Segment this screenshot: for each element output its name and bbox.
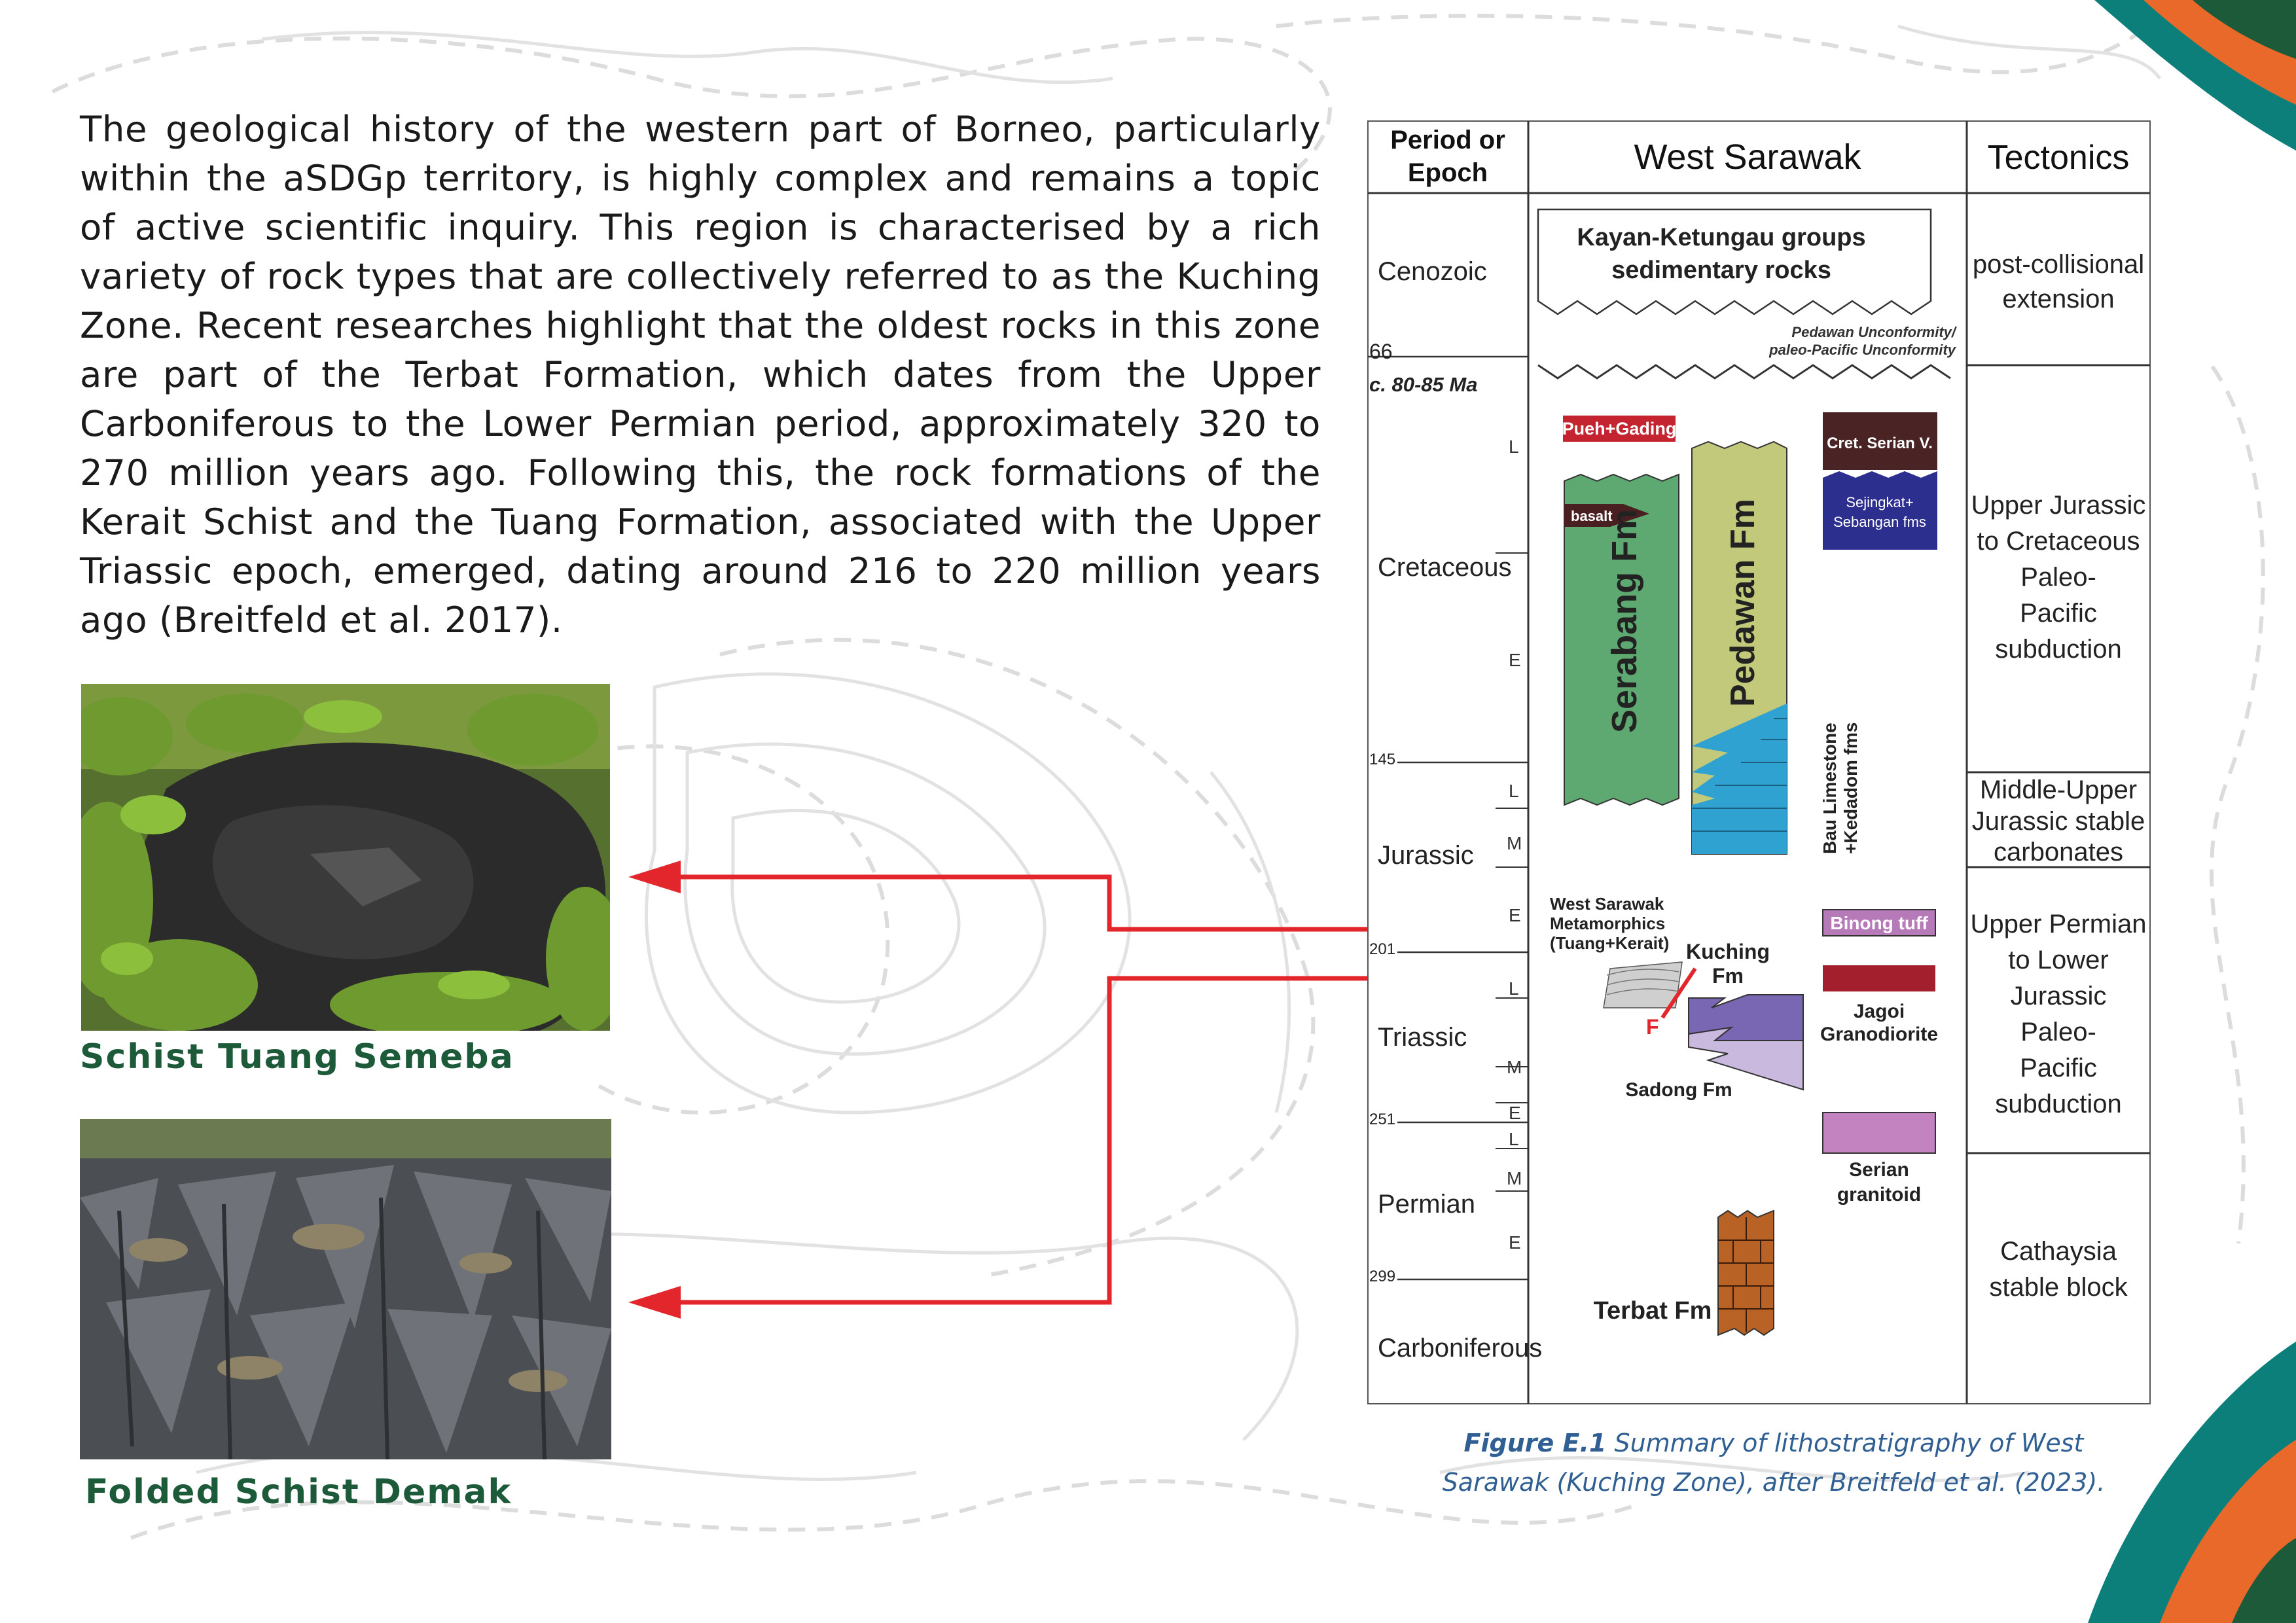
svg-text:extension: extension xyxy=(2002,285,2115,313)
photo-caption-1: Schist Tuang Semeba xyxy=(80,1037,514,1077)
photo-schist-tuang-semeba xyxy=(81,684,610,1031)
svg-text:L: L xyxy=(1509,1129,1519,1149)
svg-text:Sebangan fms: Sebangan fms xyxy=(1833,514,1926,530)
stratigraphy-diagram xyxy=(1361,118,2160,1414)
svg-text:Serian: Serian xyxy=(1849,1159,1909,1181)
svg-text:(Tuang+Kerait): (Tuang+Kerait) xyxy=(1550,933,1670,953)
svg-text:Pedawan Fm: Pedawan Fm xyxy=(1724,499,1762,707)
svg-text:Kuching: Kuching xyxy=(1686,940,1770,963)
svg-text:subduction: subduction xyxy=(1995,1090,2122,1118)
svg-text:Terbat Fm: Terbat Fm xyxy=(1593,1297,1712,1325)
svg-text:Sadong Fm: Sadong Fm xyxy=(1625,1079,1732,1101)
svg-text:Triassic: Triassic xyxy=(1378,1023,1467,1052)
svg-text:Carboniferous: Carboniferous xyxy=(1378,1334,1543,1363)
svg-text:Middle-Upper: Middle-Upper xyxy=(1979,776,2138,804)
svg-text:Cret. Serian V.: Cret. Serian V. xyxy=(1827,435,1933,452)
svg-text:sedimentary rocks: sedimentary rocks xyxy=(1611,257,1831,284)
svg-text:E: E xyxy=(1509,1232,1521,1253)
svg-text:Pacific: Pacific xyxy=(2020,1054,2097,1082)
svg-text:Cretaceous: Cretaceous xyxy=(1378,553,1512,582)
svg-text:Cathaysia: Cathaysia xyxy=(2000,1237,2117,1266)
svg-text:Serabang Fm: Serabang Fm xyxy=(1605,508,1644,733)
svg-text:to Lower: to Lower xyxy=(2008,946,2109,974)
figure-caption xyxy=(1407,1423,2140,1502)
svg-text:Granodiorite: Granodiorite xyxy=(1820,1024,1939,1045)
svg-text:L: L xyxy=(1509,978,1519,999)
svg-text:Binong tuff: Binong tuff xyxy=(1830,913,1928,933)
svg-text:subduction: subduction xyxy=(1995,635,2122,664)
svg-text:Jagoi: Jagoi xyxy=(1853,1001,1905,1022)
svg-text:L: L xyxy=(1509,781,1519,801)
svg-text:stable block: stable block xyxy=(1989,1273,2128,1302)
svg-text:basalt: basalt xyxy=(1571,508,1613,524)
svg-text:201: 201 xyxy=(1369,940,1396,958)
svg-text:Pedawan Unconformity/: Pedawan Unconformity/ xyxy=(1791,324,1956,340)
header-period-line1: Period or xyxy=(1390,126,1505,154)
svg-text:to Cretaceous: to Cretaceous xyxy=(1977,527,2140,556)
intro-paragraph: The geological history of the western part of Borneo, particularly within the aSDGp territory, is highly complex and remains a topic of active scientific inquiry. This region is characterised by a rich variety of rock types that are collectively referred to as the Kuching Zone. Recent researches highlight that the oldest rocks in this zone are part of the Terbat Formation, which dates from the Upper Carboniferous to the Lower Permian period, approximately 320 to 270 million years ago. Following this, the rock formations of the Kerait Schist and the Tuang Formation, associated with the Upper Triassic epoch, emerged, dating around 216 to 220 million years ago (Breitfeld et al. 2017). xyxy=(80,108,1321,641)
svg-text:Paleo-: Paleo- xyxy=(2020,1018,2096,1046)
svg-text:E: E xyxy=(1509,650,1521,670)
svg-text:E: E xyxy=(1509,905,1521,925)
photo-caption-2: Folded Schist Demak xyxy=(85,1472,512,1512)
figure-caption-label: Figure E.1 xyxy=(1463,1429,1607,1457)
figure-caption-text: Summary of lithostratigraphy of West Sarawak (Kuching Zone), after Breitfeld et al. (2023). xyxy=(1442,1429,2106,1497)
svg-text:carbonates: carbonates xyxy=(1994,838,2123,866)
header-tectonics: Tectonics xyxy=(1987,139,2130,177)
svg-text:Upper Jurassic: Upper Jurassic xyxy=(1971,491,2146,520)
svg-text:Jurassic stable: Jurassic stable xyxy=(1971,807,2145,836)
svg-text:Pueh+Gading: Pueh+Gading xyxy=(1562,419,1677,438)
svg-text:E: E xyxy=(1509,1103,1521,1123)
svg-text:M: M xyxy=(1507,833,1522,853)
svg-text:granitoid: granitoid xyxy=(1837,1184,1922,1205)
svg-text:Cenozoic: Cenozoic xyxy=(1378,257,1487,286)
header-period-line2: Epoch xyxy=(1407,158,1488,187)
svg-text:Bau Limestone: Bau Limestone xyxy=(1820,722,1840,854)
svg-text:Permian: Permian xyxy=(1378,1190,1475,1219)
svg-text:paleo-Pacific Unconformity: paleo-Pacific Unconformity xyxy=(1769,342,1956,358)
svg-text:M: M xyxy=(1507,1057,1522,1077)
svg-text:Kayan-Ketungau groups: Kayan-Ketungau groups xyxy=(1577,224,1866,251)
svg-text:251: 251 xyxy=(1369,1111,1396,1128)
svg-text:Jurassic: Jurassic xyxy=(2010,982,2107,1010)
svg-text:+Kedadom fms: +Kedadom fms xyxy=(1840,722,1861,854)
svg-text:Pacific: Pacific xyxy=(2020,599,2097,628)
svg-text:West Sarawak: West Sarawak xyxy=(1550,894,1664,914)
svg-text:L: L xyxy=(1509,437,1519,457)
svg-text:c. 80-85 Ma: c. 80-85 Ma xyxy=(1369,373,1478,396)
svg-text:M: M xyxy=(1507,1168,1522,1188)
svg-text:299: 299 xyxy=(1369,1268,1396,1285)
svg-text:66: 66 xyxy=(1369,340,1393,363)
svg-text:Fm: Fm xyxy=(1712,964,1744,988)
svg-text:Sejingkat+: Sejingkat+ xyxy=(1846,494,1914,510)
svg-text:Metamorphics: Metamorphics xyxy=(1550,914,1666,933)
svg-text:Jurassic: Jurassic xyxy=(1378,841,1474,870)
svg-text:F: F xyxy=(1646,1015,1659,1039)
photo-folded-schist-demak xyxy=(80,1119,611,1459)
svg-text:Paleo-: Paleo- xyxy=(2020,563,2096,592)
header-region: West Sarawak xyxy=(1634,137,1861,177)
svg-text:145: 145 xyxy=(1369,751,1396,768)
svg-text:Upper Permian: Upper Permian xyxy=(1970,910,2147,938)
svg-text:post-collisional: post-collisional xyxy=(1972,250,2145,279)
